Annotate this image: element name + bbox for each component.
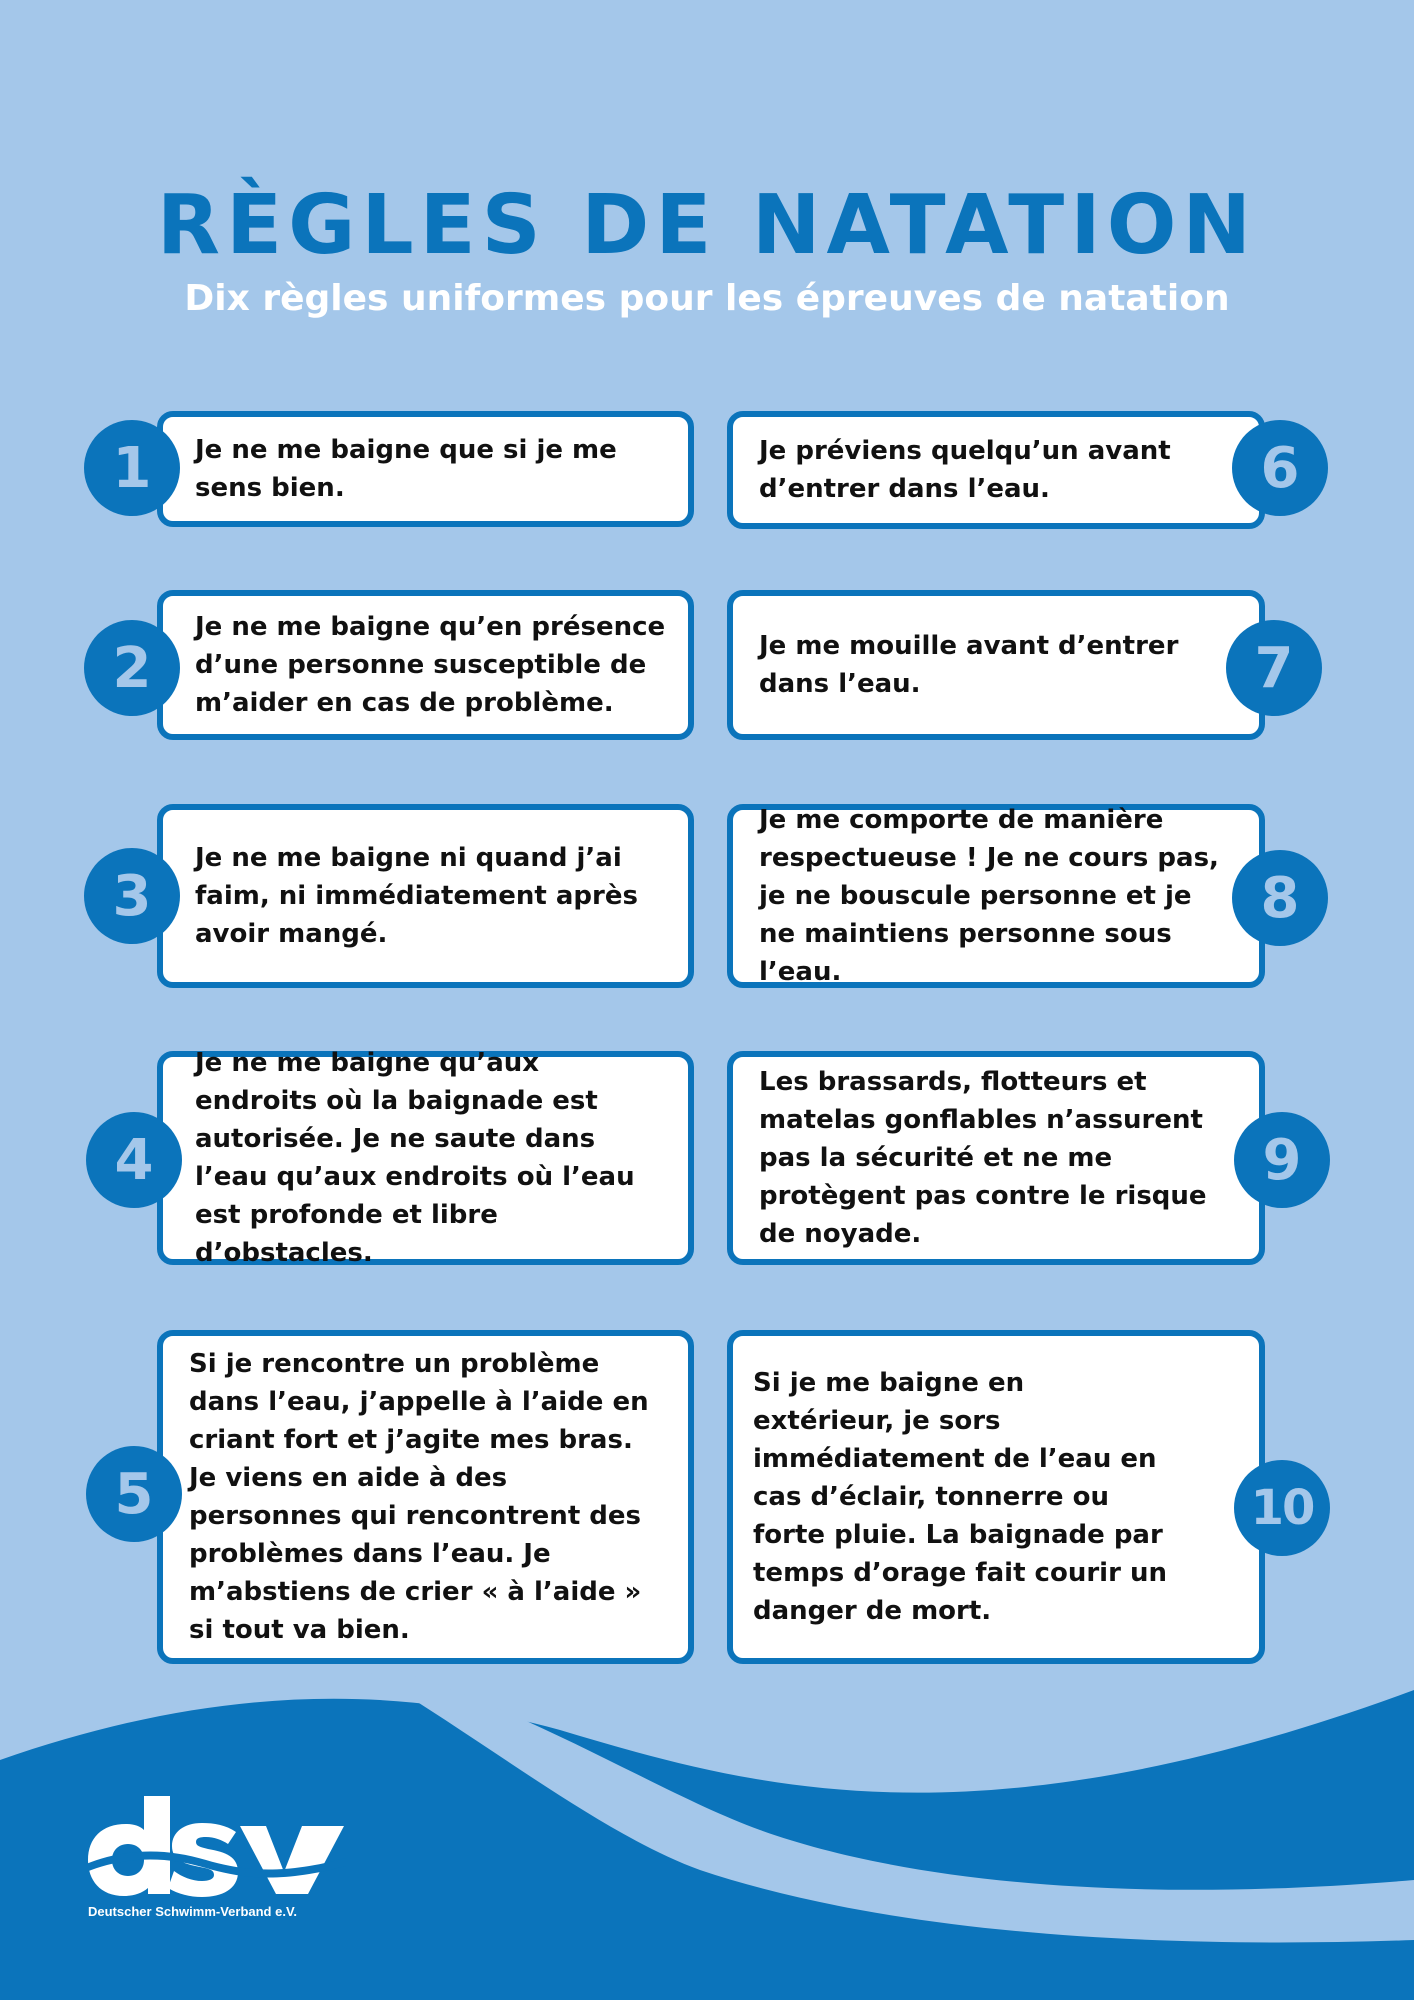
rule-card-7	[727, 590, 1265, 740]
rule-number-badge-9: 9	[1234, 1112, 1330, 1208]
page-title: RÈGLES DE NATATION	[156, 178, 1258, 273]
rule-text-5: Si je rencontre un problème dans l’eau, j’appelle à l’aide en criant fort et j’agite mes bras. Je viens en aide à des personnes qui rencontrent des problèmes dans l’eau. Je m’abstiens de crier « à l’aide » si tout va bien.	[189, 1349, 649, 1645]
rule-card-10	[727, 1330, 1265, 1664]
rule-text-3: Je ne me baigne ni quand j’ai faim, ni immédiatement après avoir mangé.	[195, 843, 638, 949]
rule-card-5	[157, 1330, 694, 1664]
rule-number-badge-5: 5	[86, 1446, 182, 1542]
rule-number-badge-7: 7	[1226, 620, 1322, 716]
rule-text-7: Je me mouille avant d’entrer dans l’eau.	[759, 631, 1179, 699]
rule-card-4	[157, 1048, 694, 1268]
rule-number-badge-10: 10	[1234, 1460, 1330, 1556]
rule-number-badge-1: 1	[84, 420, 180, 516]
rule-card-9	[727, 1051, 1265, 1265]
rule-text-10: Si je me baigne en extérieur, je sors immédiatement de l’eau en cas d’éclair, tonnerre ou forte pluie. La baignade par temps d’orage fait courir un danger de mort.	[753, 1368, 1167, 1626]
rule-number-badge-3: 3	[84, 848, 180, 944]
dsv-logo	[86, 1790, 346, 1910]
page-subtitle: Dix règles uniformes pour les épreuves de natation	[184, 278, 1230, 319]
rule-number-badge-8: 8	[1232, 850, 1328, 946]
rule-text-2: Je ne me baigne qu’en présence d’une personne susceptible de m’aider en cas de problème.	[195, 612, 666, 718]
rule-text-1: Je ne me baigne que si je me sens bien.	[195, 435, 617, 503]
rule-card-6	[727, 411, 1265, 529]
rule-text-4: Je ne me baigne qu’aux endroits où la baignade est autorisée. Je ne saute dans l’eau qu’aux endroits où l’eau est profonde et libre d’obstacles.	[195, 1048, 635, 1268]
organization-name: Deutscher Schwimm-Verband e.V.	[88, 1904, 298, 1919]
rule-number-badge-2: 2	[84, 620, 180, 716]
rule-text-9: Les brassards, flotteurs et matelas gonflables n’assurent pas la sécurité et ne me protègent pas contre le risque de noyade.	[759, 1067, 1207, 1249]
rule-number-badge-4: 4	[86, 1112, 182, 1208]
rule-text-6: Je préviens quelqu’un avant d’entrer dans l’eau.	[759, 436, 1171, 504]
rule-card-3	[157, 804, 694, 988]
rule-card-1	[157, 411, 694, 527]
rule-text-8: Je me comporte de manière respectueuse ! Je ne cours pas, je ne bouscule personne et je ne maintiens personne sous l’eau.	[759, 805, 1219, 987]
rule-number-badge-6: 6	[1232, 420, 1328, 516]
rule-card-8	[727, 804, 1265, 988]
rule-card-2	[157, 590, 694, 740]
